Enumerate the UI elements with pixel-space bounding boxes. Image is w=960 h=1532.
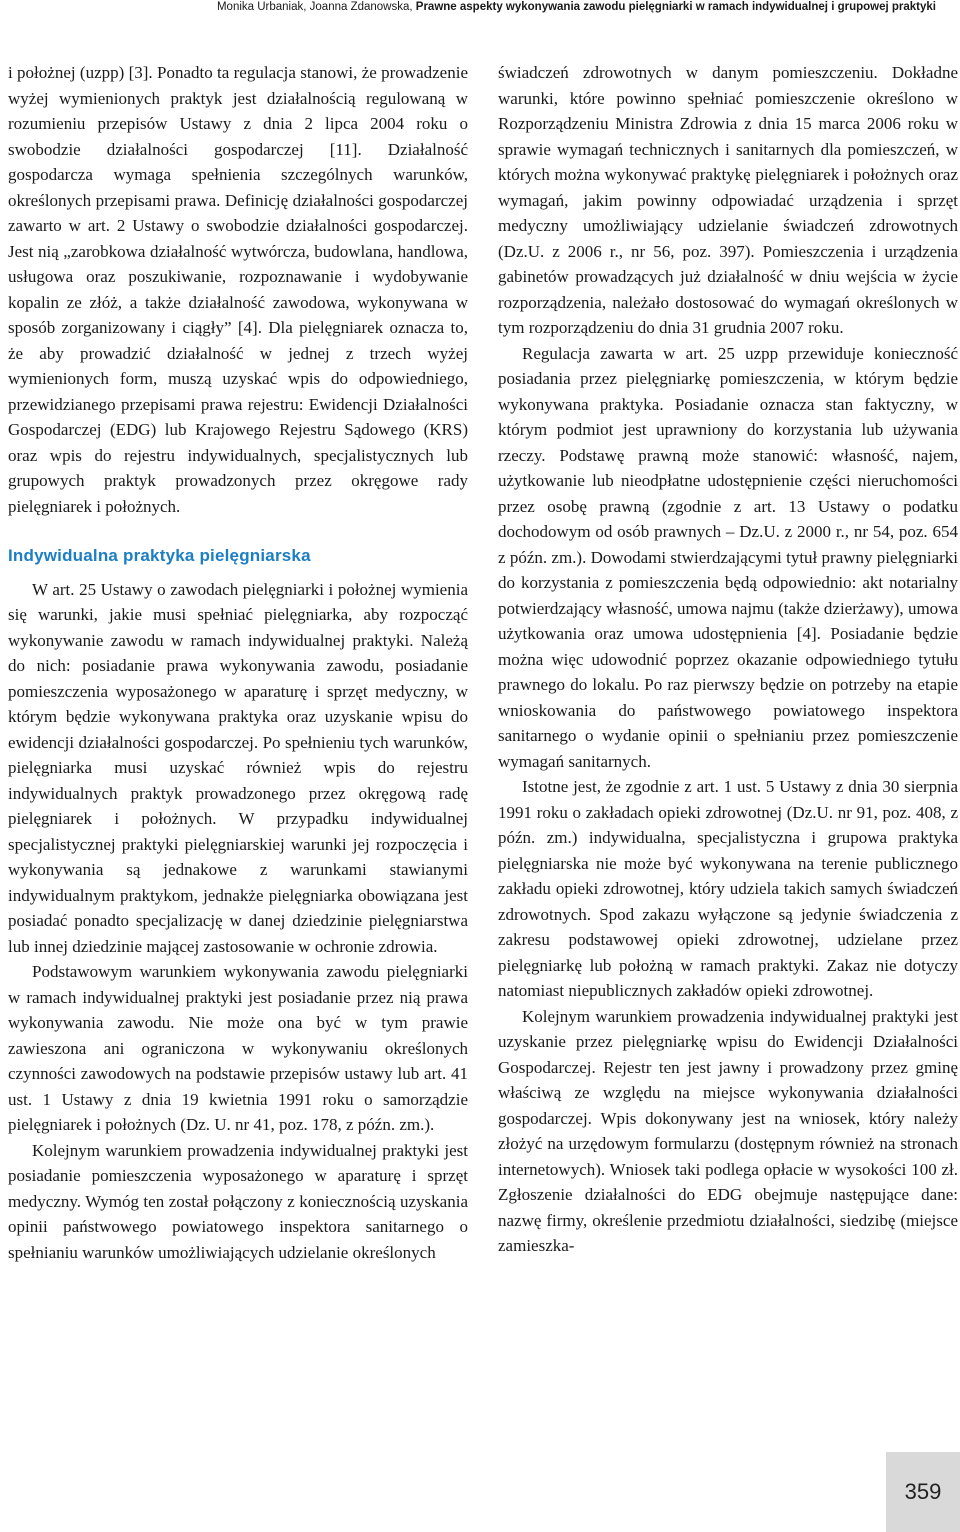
section-heading: Indywidualna praktyka pielęgniarska [8, 546, 311, 565]
left-paragraph-1: i położnej (uzpp) [3]. Ponadto ta regulacja stanowi, że prowadzenie wyżej wymienionych praktyk jest działalnością regulowaną w rozumieniu przepisów Ustawy z dnia 2 lipca 2004 roku o swobodzie działalności gospodarczej [11]. Działalność gospodarcza wymaga spełnienia szczególnych warunków, określonych przepisami prawa. Definicję działalności gospodarczej zawarto w art. 2 Ustawy o swobodzie działalności gospodarczej. Jest nią „zarobkowa działalność wytwórcza, budowlana, handlowa, usługowa oraz poszukiwanie, rozpoznawanie i wydobywanie kopalin ze złóż, a także działalność zawodowa, wykonywana w sposób zorganizowany i ciągły” [4]. Dla pielęgniarek oznacza to, że aby prowadzić działalność w jednej z trzech wyżej wymienionych form, muszą uzyskać wpis do odpowiedniego, przewidzianego przepisami prawa rejestru: Ewidencji Działalności Gospodarczej (EDG) lub Krajowego Rejestru Sądowego (KRS) oraz wpis do rejestru indywidualnych, specjalistycznych lub grupowych praktyk prowadzonych przez okręgowe rady pielęgniarek i położnych. [8, 63, 468, 516]
right-column [498, 60, 958, 1259]
left-paragraph-2: W art. 25 Ustawy o zawodach pielęgniarki i położnej wymienia się warunki, jakie musi spełniać pielęgniarka, aby rozpocząć wykonywanie zawodu w ramach indywidualnej praktyki. Należą do nich: posiadanie prawa wykonywania zawodu, posiadanie pomieszczenia wyposażonego w aparaturę i sprzęt medyczny, w którym będzie wykonywana praktyka oraz uzyskanie wpisu do ewidencji działalności gospodarczej. Po spełnieniu tych warunków, pielęgniarka musi uzyskać również wpis do rejestru indywidualnych praktyk prowadzonego przez okręgową radę pielęgniarek i położnych. W przypadku indywidualnej specjalistycznej praktyki pielęgniarskiej warunki jej rozpoczęcia i wykonywania są jednakowe z warunkami stawianymi indywidualnym praktykom, jednakże pielęgniarka obowiązana jest posiadać ponadto specjalizację w danej dziedzinie pielęgniarstwa lub innej dziedzinie mającej zastosowanie w ochronie zdrowia. [8, 579, 468, 956]
right-paragraph-2: Regulacja zawarta w art. 25 uzpp przewiduje konieczność posiadania przez pielęgniarkę pomieszczenia, w którym będzie wykonywana praktyka. Posiadanie oznacza stan faktyczny, w którym podmiot jest uprawniony do korzystania lub używania rzeczy. Podstawę prawną może stanowić: własność, najem, użytkowanie lub nieodpłatne udostępnienie części nieruchomości przez osobę prawną (zgodnie z art. 13 Ustawy o podatku dochodowym od osób prawnych – Dz.U. z 2000 r., nr 54, poz. 654 z późn. zm.). Dowodami stwierdzającymi tytuł prawny pielęgniarki do korzystania z pomieszczenia będą odpowiednio: akt notarialny potwierdzający własność, umowa najmu (także dzierżawy), umowa użytkowania oraz umowa udostępnienia [4]. Posiadanie będzie można więc udowodnić poprzez okazanie odpowiedniego tytułu prawnego do lokalu. Po raz pierwszy będzie on potrzeby na etapie wnioskowania do państwowego powiatowego inspektora sanitarnego o wydanie opinii o spełnianiu przez pomieszczenie wymagań sanitarnych. [498, 343, 958, 771]
right-paragraph-1: świadczeń zdrowotnych w danym pomieszczeniu. Dokładne warunki, które powinno spełniać pomieszczenie określono w Rozporządzeniu Ministra Zdrowia z dnia 15 marca 2006 roku w sprawie wymagań technicznych i sanitarnych dla pomieszczeń, w których można wykonywać praktykę pielęgniarek i położnych oraz wymagań, jakim powinny odpowiadać urządzenia i sprzęt medyczny umożliwiający udzielanie świadczeń zdrowotnych (Dz.U. z 2006 r., nr 56, poz. 397). Pomieszczenia i urządzenia gabinetów prowadzących już działalność w dniu wejścia w życie rozporządzenia, należało dostosować do wymagań określonych w tym rozporządzeniu do dnia 31 grudnia 2007 roku. [498, 63, 958, 337]
header-title: Prawne aspekty wykonywania zawodu pielęgniarki w ramach indywidualnej i grupowej praktyki [415, 1, 936, 13]
page-number: 359 [886, 1452, 960, 1532]
running-header [217, 0, 936, 14]
left-column [8, 60, 468, 1265]
right-paragraph-3: Istotne jest, że zgodnie z art. 1 ust. 5 Ustawy z dnia 30 sierpnia 1991 roku o zakładach opieki zdrowotnej (Dz.U. nr 91, poz. 408, z późn. zm.) indywidualna, specjalistyczna i grupowa praktyka pielęgniarska nie może być wykonywana na terenie publicznego zakładu opieki zdrowotnej, który udziela takich samych świadczeń zdrowotnych. Spod zakazu wyłączone są jedynie świadczenia z zakresu podstawowej opieki zdrowotnej, udzielane przez pielęgniarkę lub położną w ramach praktyki. Zakaz nie dotyczy natomiast niepublicznych zakładów opieki zdrowotnej. [498, 777, 958, 1000]
header-authors: Monika Urbaniak, Joanna Zdanowska, [216, 1, 413, 13]
left-paragraph-3: Podstawowym warunkiem wykonywania zawodu pielęgniarki w ramach indywidualnej praktyki jest posiadanie przez nią prawa wykonywania zawodu. Nie może ona być w tym prawie zawieszona ani ograniczona w wykonywaniu określonych czynności zawodowych na podstawie przepisów ustawy lub art. 41 ust. 1 Ustawy z dnia 19 kwietnia 1991 roku o samorządzie pielęgniarek i położnych (Dz. U. nr 41, poz. 178, z późn. zm.). [8, 962, 468, 1134]
left-paragraph-4: Kolejnym warunkiem prowadzenia indywidualnej praktyki jest posiadanie pomieszczenia wyposażonego w aparaturę i sprzęt medyczny. Wymóg ten został połączony z koniecznością uzyskania opinii państwowego powiatowego inspektora sanitarnego o spełnianiu warunków umożliwiających udzielanie określonych [8, 1140, 468, 1262]
right-paragraph-4: Kolejnym warunkiem prowadzenia indywidualnej praktyki jest uzyskanie przez pielęgniarkę wpisu do Ewidencji Działalności Gospodarczej. Rejestr ten jest jawny i prowadzony przez gminę właściwą ze względu na miejsce wykonywania działalności gospodarczej. Wpis dokonywany jest na wniosek, który należy złożyć na urzędowym formularzu (dostępnym również na stronach internetowych). Wniosek taki podlega opłacie w wysokości 100 zł. Zgłoszenie działalności do EDG obejmuje następujące dane: nazwę firmy, określenie przedmiotu działalności, siedzibę (miejsce zamieszka- [498, 1006, 958, 1255]
